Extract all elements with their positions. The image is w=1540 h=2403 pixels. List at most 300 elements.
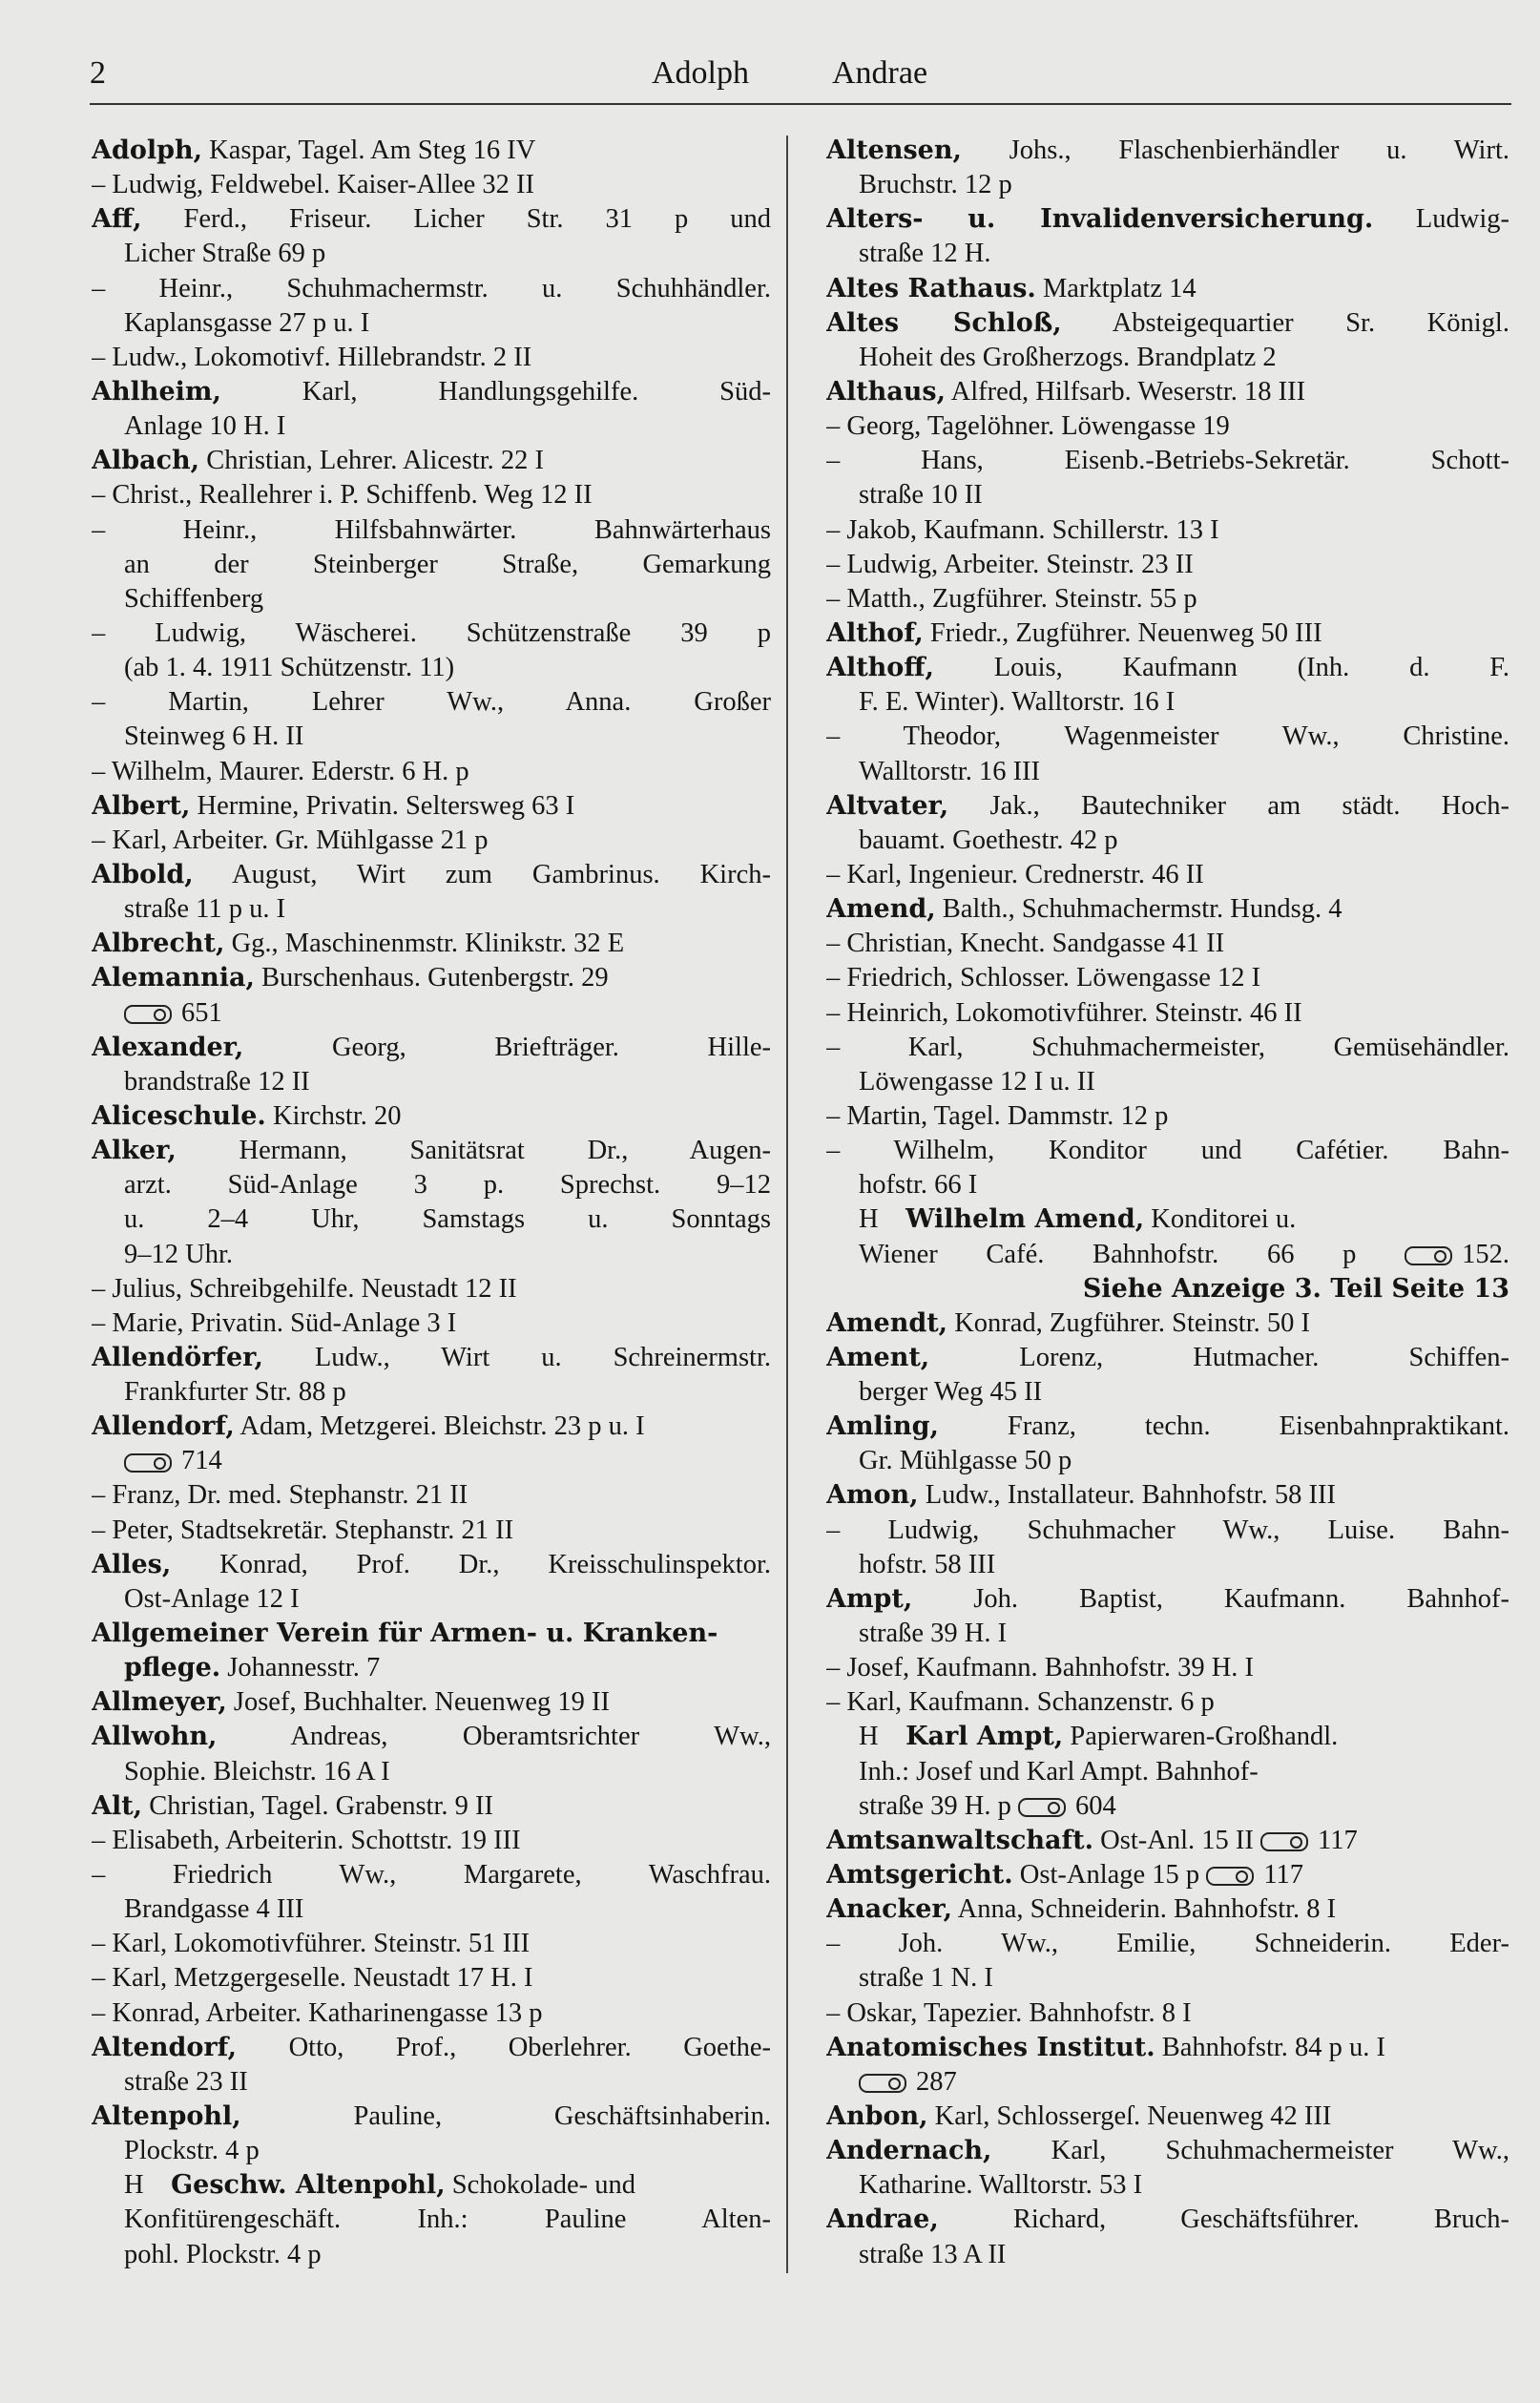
directory-line	[92, 2203, 771, 2237]
directory-line	[826, 134, 1509, 168]
directory-line	[826, 1582, 1509, 1617]
directory-line	[92, 409, 771, 444]
directory-line	[92, 202, 771, 237]
entry-text: Bahnhofstr. 84 p u. I	[1161, 2032, 1386, 2062]
entry-text: – Karl, Schuhmachermeister, Gemüsehändler.	[826, 1032, 1509, 1062]
entry-text: Friedr., Zugführer. Neuenweg 50 III	[929, 617, 1322, 648]
entry-name: Anbon,	[826, 2101, 928, 2132]
entry-text: Otto, Prof., Oberlehrer. Goethe-	[288, 2032, 771, 2062]
directory-line	[826, 444, 1509, 478]
directory-line	[92, 375, 771, 409]
directory-line	[826, 202, 1509, 237]
entry-text: Johannesstr. 7	[227, 1653, 381, 1683]
entry-text: Ferd., Friseur. Licher Str. 31 p und	[183, 204, 771, 235]
directory-line	[92, 478, 771, 512]
entry-text: Hermann, Sanitätsrat Dr., Augen-	[239, 1136, 771, 1166]
directory-line	[92, 1755, 771, 1789]
entry-text: Karl, Schlossergeſ. Neuenweg 42 III	[934, 2101, 1332, 2132]
entry-text: Balth., Schuhmachermstr. Hundsg. 4	[942, 894, 1342, 925]
directory-line	[92, 1892, 771, 1927]
directory-line	[826, 2134, 1509, 2168]
directory-line	[92, 1514, 771, 1548]
entry-name: Altes Schloß,	[826, 307, 1062, 338]
entry-name: Allgemeiner Verein für Armen- u. Kranken-	[92, 1619, 718, 1649]
directory-line	[826, 1755, 1509, 1789]
entry-name: Althoff,	[826, 653, 934, 683]
directory-line	[826, 1341, 1509, 1375]
directory-line	[826, 1238, 1509, 1272]
directory-line	[826, 2238, 1509, 2272]
directory-line	[92, 685, 771, 720]
directory-line	[826, 1548, 1509, 1582]
directory-line	[92, 1272, 771, 1306]
directory-line	[92, 1341, 771, 1375]
entry-name: Alemannia,	[92, 963, 255, 993]
entry-text: Inh.: Josef und Karl Ampt. Bahnhof-	[859, 1756, 1259, 1787]
directory-line	[92, 1375, 771, 1410]
entry-name: Karl Ampt,	[905, 1722, 1064, 1752]
entry-name: Altensen,	[826, 136, 962, 165]
entry-text: Ludw., Installateur. Bahnhofstr. 58 III	[925, 1480, 1336, 1511]
entry-text: – Martin, Tagel. Dammstr. 12 p	[826, 1100, 1169, 1131]
directory-line	[92, 2134, 771, 2168]
entry-name: Anatomisches Institut.	[826, 2032, 1155, 2062]
telephone-icon	[1405, 1246, 1452, 1265]
entry-text: Konditorei u.	[1151, 1204, 1297, 1235]
entry-text: – Josef, Kaufmann. Bahnhofstr. 39 H. I	[826, 1653, 1255, 1683]
entry-name: Albach,	[92, 446, 200, 476]
entry-text: an der Steinberger Straße, Gemarkung	[124, 549, 771, 579]
directory-line	[92, 996, 771, 1031]
entry-name: Allendörfer,	[92, 1342, 263, 1372]
directory-line	[92, 1306, 771, 1341]
entry-text: – Ludw., Lokomotivf. Hillebrandstr. 2 II	[92, 342, 532, 372]
directory-line	[92, 892, 771, 927]
entry-name: Amtsgericht.	[826, 1860, 1013, 1891]
entry-text: – Heinrich, Lokomotivführer. Steinstr. 46 II	[826, 997, 1302, 1028]
entry-text: – Marie, Privatin. Süd-Anlage 3 I	[92, 1307, 457, 1338]
ad-marker: H	[124, 2170, 144, 2201]
directory-line	[826, 927, 1509, 961]
entry-text: Gr. Mühlgasse 50 p	[859, 1446, 1072, 1476]
directory-line	[826, 1444, 1509, 1478]
entry-text: – Matth., Zugführer. Steinstr. 55 p	[826, 583, 1197, 614]
entry-text: 9–12 Uhr.	[124, 1239, 233, 1269]
entry-text: – Wilhelm, Maurer. Ederstr. 6 H. p	[92, 756, 469, 786]
directory-line	[92, 1685, 771, 1720]
ad-marker: H	[859, 1204, 879, 1235]
running-head-right: Andrae	[832, 55, 928, 91]
entry-name: Siehe Anzeige 3. Teil Seite 13	[1082, 1273, 1509, 1304]
entry-text: Frankfurter Str. 88 p	[124, 1377, 346, 1408]
entry-name: Amendt,	[826, 1307, 948, 1338]
column-divider	[786, 136, 788, 2273]
entry-text: Schiffenberg	[124, 583, 264, 614]
directory-line	[826, 685, 1509, 720]
directory-line	[826, 1031, 1509, 1065]
entry-text: Papierwaren-Großhandl.	[1070, 1722, 1339, 1752]
directory-line	[826, 1168, 1509, 1202]
entry-text: – Peter, Stadtsekretär. Stephanstr. 21 II	[92, 1515, 514, 1545]
entry-text: Konrad, Prof. Dr., Kreisschulinspektor.	[219, 1549, 771, 1579]
entry-text: straße 10 II	[859, 480, 983, 511]
entry-name: Allendorf,	[92, 1411, 235, 1442]
right-column	[826, 134, 1509, 2272]
directory-line	[92, 616, 771, 651]
entry-text: Ludw., Wirt u. Schreinermstr.	[314, 1342, 771, 1372]
directory-line	[826, 1789, 1509, 1824]
directory-line	[826, 2065, 1509, 2100]
directory-line	[826, 1306, 1509, 1341]
directory-line	[92, 2031, 771, 2065]
entry-text: – Ludwig, Feldwebel. Kaiser-Allee 32 II	[92, 170, 535, 200]
directory-line	[826, 720, 1509, 754]
directory-line	[826, 1099, 1509, 1134]
entry-name: Anacker,	[826, 1894, 953, 1925]
entry-text: Richard, Geschäftsführer. Bruch-	[1012, 2204, 1509, 2235]
directory-line	[92, 1961, 771, 1996]
entry-text: – Oskar, Tapezier. Bahnhofstr. 8 I	[826, 1997, 1192, 2028]
directory-line	[826, 548, 1509, 582]
entry-text: – Karl, Arbeiter. Gr. Mühlgasse 21 p	[92, 825, 489, 855]
directory-line	[826, 1272, 1509, 1306]
entry-text: Kirchstr. 20	[272, 1100, 402, 1131]
entry-text: – Karl, Kaufmann. Schanzenstr. 6 p	[826, 1687, 1215, 1718]
directory-line	[92, 824, 771, 858]
telephone-icon	[124, 1453, 172, 1473]
entry-text: – Jakob, Kaufmann. Schillerstr. 13 I	[826, 514, 1219, 545]
entry-text: – Ludwig, Wäscherei. Schützenstraße 39 p	[92, 617, 771, 648]
entry-text: – Karl, Metzgergeselle. Neustadt 17 H. I	[92, 1963, 533, 1994]
directory-line	[826, 272, 1509, 306]
directory-line	[92, 1996, 771, 2031]
directory-line	[92, 1478, 771, 1513]
entry-name: Andernach,	[826, 2136, 992, 2166]
entry-text: – Christ., Reallehrer i. P. Schiffenb. Weg 12 II	[92, 480, 593, 511]
ad-marker: H	[859, 1722, 879, 1752]
entry-text: Burschenhaus. Gutenbergstr. 29	[260, 963, 609, 993]
directory-line	[92, 1789, 771, 1824]
directory-line	[92, 2065, 771, 2100]
entry-text: arzt. Süd-Anlage 3 p. Sprechst. 9–12	[124, 1170, 771, 1201]
telephone-number: 651	[181, 997, 222, 1028]
directory-line	[92, 1410, 771, 1444]
entry-name: Amling,	[826, 1411, 939, 1442]
entry-text: – Theodor, Wagenmeister Ww., Christine.	[826, 721, 1509, 752]
entry-name: Amtsanwaltschaft.	[826, 1825, 1094, 1855]
entry-text: – Friedrich Ww., Margarete, Waschfrau.	[92, 1860, 771, 1891]
entry-name: Alt,	[92, 1790, 143, 1821]
entry-name: Alters- u. Invalidenversicherung.	[826, 204, 1374, 235]
directory-line	[826, 237, 1509, 271]
header-rule	[90, 103, 1511, 105]
telephone-number: 117	[1263, 1860, 1304, 1891]
entry-text: Wiener Café. Bahnhofstr. 66 p	[859, 1239, 1357, 1269]
telephone-number: 604	[1075, 1790, 1116, 1821]
directory-line	[826, 1927, 1509, 1961]
entry-text: – Friedrich, Schlosser. Löwengasse 12 I	[826, 963, 1261, 993]
directory-line	[92, 306, 771, 341]
telephone-icon	[859, 2074, 906, 2093]
entry-text: Hoheit des Großherzogs. Brandplatz 2	[859, 342, 1277, 372]
entry-text: Bruchstr. 12 p	[859, 170, 1012, 200]
entry-text: straße 12 H.	[859, 239, 991, 269]
entry-name: Althaus,	[826, 376, 947, 407]
entry-name: Adolph,	[92, 136, 203, 165]
entry-name: Aliceschule.	[92, 1100, 266, 1131]
entry-text: straße 39 H. p	[859, 1790, 1011, 1821]
directory-line	[92, 1651, 771, 1685]
entry-text: – Ludwig, Arbeiter. Steinstr. 23 II	[826, 549, 1194, 579]
left-column	[92, 134, 771, 2272]
entry-text: Ost-Anlage 15 p	[1019, 1860, 1200, 1891]
telephone-icon	[1206, 1867, 1254, 1886]
directory-line	[92, 1824, 771, 1858]
entry-name: Aff,	[92, 204, 142, 235]
entry-name: Alker,	[92, 1136, 177, 1166]
directory-line	[826, 1202, 1509, 1237]
directory-line	[826, 478, 1509, 512]
entry-text: Katharine. Walltorstr. 53 I	[859, 2170, 1143, 2201]
entry-text: – Hans, Eisenb.-Betriebs-Sekretär. Schott-	[826, 446, 1509, 476]
entry-text: – Joh. Ww., Emilie, Schneiderin. Eder-	[826, 1929, 1509, 1959]
entry-text: – Georg, Tagelöhner. Löwengasse 19	[826, 411, 1230, 442]
directory-line	[826, 1720, 1509, 1754]
directory-line	[826, 1134, 1509, 1168]
directory-line	[826, 616, 1509, 651]
directory-line	[92, 1238, 771, 1272]
directory-line	[92, 1031, 771, 1065]
directory-line	[826, 961, 1509, 995]
entry-text: pohl. Plockstr. 4 p	[124, 2239, 322, 2269]
directory-line	[92, 272, 771, 306]
entry-text: bauamt. Goethestr. 42 p	[859, 825, 1118, 855]
entry-text: Alfred, Hilfsarb. Weserstr. 18 III	[950, 376, 1306, 407]
directory-line	[92, 1720, 771, 1754]
directory-line	[826, 1858, 1509, 1892]
entry-text: u. 2–4 Uhr, Samstags u. Sonntags	[124, 1204, 771, 1235]
directory-line	[826, 1065, 1509, 1099]
directory-line	[826, 1410, 1509, 1444]
entry-text: Konfitürengeschäft. Inh.: Pauline Alten-	[124, 2204, 771, 2235]
entry-text: brandstraße 12 II	[124, 1066, 310, 1097]
directory-line	[826, 2168, 1509, 2203]
entry-text: Anlage 10 H. I	[124, 411, 286, 442]
directory-line	[826, 651, 1509, 685]
entry-text: Ost-Anl. 15 II	[1100, 1825, 1254, 1855]
entry-text: – Elisabeth, Arbeiterin. Schottstr. 19 III	[92, 1825, 521, 1855]
directory-line	[92, 1858, 771, 1892]
entry-name: Althof,	[826, 617, 924, 648]
directory-line	[92, 548, 771, 582]
directory-line	[826, 1617, 1509, 1651]
entry-name: Amon,	[826, 1480, 919, 1511]
entry-name: Altvater,	[826, 790, 949, 821]
directory-line	[826, 375, 1509, 409]
entry-text: Johs., Flaschenbierhändler u. Wirt.	[1009, 136, 1509, 165]
directory-line	[826, 582, 1509, 616]
telephone-icon	[1260, 1832, 1308, 1851]
entry-name: Ampt,	[826, 1583, 913, 1614]
entry-text: – Heinr., Hilfsbahnwärter. Bahnwärterhaus	[92, 514, 771, 545]
entry-text: Brandgasse 4 III	[124, 1894, 304, 1925]
directory-line	[826, 1892, 1509, 1927]
directory-line	[92, 927, 771, 961]
directory-line	[826, 1961, 1509, 1996]
directory-line	[826, 755, 1509, 789]
directory-line	[826, 1824, 1509, 1858]
directory-line	[92, 789, 771, 824]
entry-text: straße 39 H. I	[859, 1619, 1008, 1649]
directory-line	[92, 168, 771, 202]
entry-text: Absteigequartier Sr. Königl.	[1112, 307, 1509, 338]
entry-text: Sophie. Bleichstr. 16 A I	[124, 1756, 390, 1787]
entry-text: – Wilhelm, Konditor und Cafétier. Bahn-	[826, 1136, 1509, 1166]
directory-line	[826, 2203, 1509, 2237]
entry-text: straße 1 N. I	[859, 1963, 993, 1994]
directory-line	[92, 651, 771, 685]
telephone-icon	[124, 1005, 172, 1024]
telephone-number: 152.	[1462, 1239, 1509, 1269]
entry-text: Joh. Baptist, Kaufmann. Bahnhof-	[973, 1583, 1509, 1614]
entry-text: – Martin, Lehrer Ww., Anna. Großer	[92, 687, 771, 718]
directory-line	[92, 1099, 771, 1134]
entry-text: Pauline, Geschäftsinhaberin.	[353, 2101, 771, 2132]
entry-name: pflege.	[124, 1653, 221, 1683]
directory-line	[826, 2031, 1509, 2065]
entry-name: Albold,	[92, 859, 194, 889]
telephone-number: 287	[916, 2066, 957, 2097]
directory-line	[92, 1065, 771, 1099]
entry-name: Ahlheim,	[92, 376, 221, 407]
entry-text: – Franz, Dr. med. Stephanstr. 21 II	[92, 1480, 468, 1511]
entry-text: Anna, Schneiderin. Bahnhofstr. 8 I	[957, 1894, 1337, 1925]
entry-text: Adam, Metzgerei. Bleichstr. 23 p u. I	[239, 1411, 645, 1442]
entry-text: Hermine, Privatin. Seltersweg 63 I	[197, 790, 575, 821]
directory-line	[92, 1444, 771, 1478]
entry-text: August, Wirt zum Gambrinus. Kirch-	[232, 859, 771, 889]
directory-line	[92, 341, 771, 375]
entry-text: – Konrad, Arbeiter. Katharinengasse 13 p	[92, 1997, 543, 2028]
directory-line	[826, 306, 1509, 341]
entry-name: Albrecht,	[92, 929, 225, 959]
directory-line	[826, 1651, 1509, 1685]
entry-text: Jak., Bautechniker am städt. Hoch-	[989, 790, 1509, 821]
entry-text: Georg, Briefträger. Hille-	[331, 1032, 771, 1062]
entry-text: berger Weg 45 II	[859, 1377, 1043, 1408]
entry-name: Ament,	[826, 1342, 930, 1372]
directory-line	[826, 2100, 1509, 2134]
entry-text: straße 23 II	[124, 2066, 248, 2097]
entry-text: Josef, Buchhalter. Neuenweg 19 II	[233, 1687, 611, 1718]
telephone-number: 714	[181, 1446, 222, 1476]
directory-line	[92, 134, 771, 168]
entry-name: Alles,	[92, 1549, 172, 1579]
entry-text: Christian, Tagel. Grabenstr. 9 II	[149, 1790, 493, 1821]
directory-line	[92, 720, 771, 754]
entry-text: Kaspar, Tagel. Am Steg 16 IV	[209, 136, 536, 165]
directory-line	[826, 892, 1509, 927]
directory-line	[92, 1134, 771, 1168]
directory-line	[92, 2238, 771, 2272]
entry-text: Louis, Kaufmann (Inh. d. F.	[993, 653, 1509, 683]
entry-text: straße 13 A II	[859, 2239, 1007, 2269]
entry-text: Karl, Schuhmachermeister Ww.,	[1051, 2136, 1509, 2166]
running-head-left: Adolph	[652, 55, 749, 91]
entry-text: Plockstr. 4 p	[124, 2136, 260, 2166]
entry-name: Andrae,	[826, 2204, 939, 2235]
directory-line	[92, 2100, 771, 2134]
entry-text: Löwengasse 12 I u. II	[859, 1066, 1095, 1097]
entry-text: Schokolade- und	[451, 2170, 636, 2201]
entry-text: Gg., Maschinenmstr. Klinikstr. 32 E	[231, 929, 625, 959]
entry-text: Franz, techn. Eisenbahnpraktikant.	[1007, 1411, 1509, 1442]
entry-text: Andreas, Oberamtsrichter Ww.,	[290, 1722, 771, 1752]
entry-text: Licher Straße 69 p	[124, 239, 326, 269]
directory-line	[826, 1996, 1509, 2031]
directory-line	[826, 1685, 1509, 1720]
entry-text: Lorenz, Hutmacher. Schiffen-	[1019, 1342, 1509, 1372]
directory-line	[826, 824, 1509, 858]
entry-text: Ludwig-	[1415, 204, 1509, 235]
entry-name: Altes Rathaus.	[826, 273, 1036, 303]
directory-line	[92, 2168, 771, 2203]
telephone-number: 117	[1318, 1825, 1358, 1855]
directory-line	[92, 237, 771, 271]
entry-text: – Ludwig, Schuhmacher Ww., Luise. Bahn-	[826, 1515, 1509, 1545]
entry-text: – Christian, Knecht. Sandgasse 41 II	[826, 929, 1225, 959]
directory-line	[92, 444, 771, 478]
directory-line	[92, 1927, 771, 1961]
entry-text: straße 11 p u. I	[124, 894, 286, 925]
entry-text: – Julius, Schreibgehilfe. Neustadt 12 II	[92, 1273, 517, 1304]
directory-line	[826, 1478, 1509, 1513]
directory-line	[92, 961, 771, 995]
entry-name: Wilhelm Amend,	[905, 1204, 1145, 1235]
directory-line	[826, 513, 1509, 548]
entry-text: Marktplatz 14	[1042, 273, 1197, 303]
directory-line	[92, 513, 771, 548]
entry-text: Kaplansgasse 27 p u. I	[124, 307, 370, 338]
entry-text: Christian, Lehrer. Alicestr. 22 I	[206, 446, 544, 476]
entry-text: hofstr. 58 III	[859, 1549, 996, 1579]
directory-line	[92, 755, 771, 789]
entry-text: (ab 1. 4. 1911 Schützenstr. 11)	[124, 653, 455, 683]
directory-line	[92, 1168, 771, 1202]
entry-text: Ost-Anlage 12 I	[124, 1583, 300, 1614]
entry-name: Allmeyer,	[92, 1687, 227, 1718]
entry-name: Alexander,	[92, 1032, 244, 1062]
entry-text: hofstr. 66 I	[859, 1170, 978, 1201]
directory-line	[92, 1202, 771, 1237]
entry-name: Geschw. Altenpohl,	[171, 2170, 446, 2201]
directory-line	[826, 1375, 1509, 1410]
directory-line	[92, 582, 771, 616]
entry-name: Allwohn,	[92, 1722, 218, 1752]
entry-text: Konrad, Zugführer. Steinstr. 50 I	[954, 1307, 1311, 1338]
directory-line	[826, 1514, 1509, 1548]
telephone-icon	[1018, 1798, 1066, 1817]
directory-line	[826, 996, 1509, 1031]
entry-text: – Karl, Lokomotivführer. Steinstr. 51 III	[92, 1929, 531, 1959]
entry-text: – Heinr., Schuhmachermstr. u. Schuhhändler.	[92, 273, 771, 303]
directory-line	[826, 409, 1509, 444]
entry-text: Walltorstr. 16 III	[859, 756, 1041, 786]
entry-name: Albert,	[92, 790, 191, 821]
entry-name: Altenpohl,	[92, 2101, 241, 2132]
entry-name: Altendorf,	[92, 2032, 238, 2062]
entry-text: Karl, Handlungsgehilfe. Süd-	[302, 376, 771, 407]
